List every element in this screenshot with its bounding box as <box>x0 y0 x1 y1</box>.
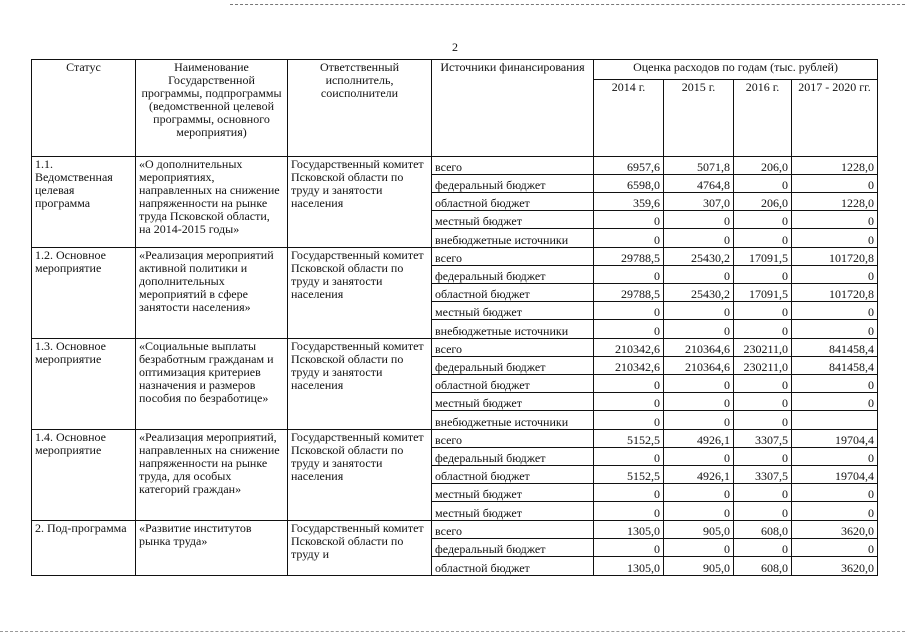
amount-cell: 210342,6 <box>594 357 663 375</box>
source-label: областной бюджет <box>432 375 593 393</box>
amount-cell: 1228,0 <box>792 157 877 175</box>
row-responsible: Государственный комитет Псковской области по труду и занятости населения <box>288 248 432 339</box>
amount-cell: 0 <box>594 266 663 284</box>
source-label: всего <box>432 430 593 448</box>
source-label: внебюджетные источники <box>435 415 569 429</box>
amount-cell: 0 <box>792 211 877 229</box>
amount-cell: 841458,4 <box>792 339 877 357</box>
amount-cell: 25430,2 <box>664 284 733 302</box>
row-name: «Реализация мероприятий активной политики и дополнительных мероприятий в сфере занятости населения» <box>136 248 288 339</box>
source-label: федеральный бюджет <box>432 357 593 375</box>
amount-cell: 6598,0 <box>594 175 663 193</box>
amount-cell: 0 <box>792 448 877 466</box>
table-row <box>32 521 878 576</box>
row-status: 1.3. Основное мероприятие <box>32 339 136 430</box>
amount-cell: 905,0 <box>703 561 730 575</box>
source-label: областной бюджет <box>432 466 593 484</box>
header-year-2015: 2015 г. <box>664 80 734 157</box>
amount-cell: 4926,1 <box>664 466 733 484</box>
amount-cell: 0 <box>734 175 791 193</box>
amount-cell: 0 <box>594 393 663 411</box>
amount-cell: 230211,0 <box>734 357 791 375</box>
amount-cell: 3620,0 <box>792 521 877 539</box>
row-status: 1.2. Основное мероприятие <box>32 248 136 339</box>
amount-cell: 4926,1 <box>664 430 733 448</box>
amount-cell: 19704,4 <box>792 430 877 448</box>
source-label: всего <box>432 521 593 539</box>
amount-cell: 19704,4 <box>792 466 877 484</box>
year-values <box>664 430 734 521</box>
year-values <box>792 157 878 248</box>
header-year-2017-2020: 2017 - 2020 гг. <box>792 80 878 157</box>
amount-cell: 359,6 <box>594 193 663 211</box>
amount-cell: 0 <box>664 266 733 284</box>
row-responsible: Государственный комитет Псковской области по труду и <box>288 521 432 576</box>
amount-cell: 841458,4 <box>792 357 877 375</box>
amount-cell: 1305,0 <box>627 561 660 575</box>
amount-cell: 905,0 <box>664 521 733 539</box>
amount-cell: 0 <box>792 266 877 284</box>
amount-cell: 5152,5 <box>594 466 663 484</box>
source-label: федеральный бюджет <box>432 266 593 284</box>
row-responsible: Государственный комитет Псковской области по труду и занятости населения <box>288 339 432 430</box>
amount-cell: 3307,5 <box>734 430 791 448</box>
source-label: местный бюджет <box>432 211 593 229</box>
amount-cell: 230211,0 <box>734 339 791 357</box>
row-sources <box>432 430 594 521</box>
year-values <box>734 339 792 430</box>
header-responsible: Ответственный исполнитель, соисполнители <box>288 60 432 157</box>
amount-cell: 0 <box>868 324 875 338</box>
source-label: внебюджетные источники <box>435 324 569 338</box>
amount-cell: 29788,5 <box>594 248 663 266</box>
amount-cell: 0 <box>664 211 733 229</box>
row-sources <box>432 339 594 430</box>
amount-cell: 0 <box>792 539 877 557</box>
amount-cell: 206,0 <box>734 193 791 211</box>
amount-cell: 0 <box>724 324 730 338</box>
amount-cell: 5152,5 <box>594 430 663 448</box>
amount-cell: 101720,8 <box>792 284 877 302</box>
amount-cell: 0 <box>792 302 877 320</box>
amount-cell: 0 <box>734 448 791 466</box>
year-values <box>594 157 664 248</box>
amount-cell: 6957,6 <box>594 157 663 175</box>
row-name: «Развитие институтов рынка труда» <box>136 521 288 576</box>
source-label: областной бюджет <box>432 193 593 211</box>
year-values <box>664 157 734 248</box>
row-status: 2. Под-программа <box>32 521 136 576</box>
source-label: всего <box>432 248 593 266</box>
source-label: федеральный бюджет <box>432 539 593 557</box>
top-scan-line <box>230 4 905 6</box>
amount-cell: 0 <box>792 484 877 502</box>
amount-cell: 0 <box>654 233 660 247</box>
year-values <box>664 339 734 430</box>
year-values <box>792 339 878 430</box>
header-estimate: Оценка расходов по годам (тыс. рублей) <box>594 60 878 80</box>
amount-cell: 0 <box>868 233 875 247</box>
amount-cell: 0 <box>734 302 791 320</box>
amount-cell: 0 <box>724 233 730 247</box>
source-label: местный бюджет <box>432 302 593 320</box>
year-values <box>792 521 878 576</box>
amount-cell: 0 <box>734 375 791 393</box>
amount-cell: 608,0 <box>761 561 788 575</box>
amount-cell: 608,0 <box>734 521 791 539</box>
source-label: местный бюджет <box>432 484 593 502</box>
source-label: всего <box>432 157 593 175</box>
amount-cell: 3620,0 <box>841 561 875 575</box>
amount-cell: 0 <box>782 506 788 520</box>
amount-cell: 210364,6 <box>664 339 733 357</box>
amount-cell: 0 <box>664 484 733 502</box>
amount-cell: 0 <box>792 175 877 193</box>
amount-cell: 3307,5 <box>734 466 791 484</box>
amount-cell: 0 <box>664 393 733 411</box>
row-responsible: Государственный комитет Псковской области по труду и занятости населения <box>288 430 432 521</box>
row-sources <box>432 248 594 339</box>
table-row <box>32 248 878 339</box>
bottom-scan-line <box>0 631 905 633</box>
amount-cell: 0 <box>782 324 788 338</box>
source-label: федеральный бюджет <box>432 448 593 466</box>
amount-cell: 17091,5 <box>734 284 791 302</box>
amount-cell: 0 <box>654 506 660 520</box>
amount-cell: 210342,6 <box>594 339 663 357</box>
header-year-2014: 2014 г. <box>594 80 664 157</box>
amount-cell: 17091,5 <box>734 248 791 266</box>
source-label: местный бюджет <box>432 393 593 411</box>
source-label: внебюджетные источники <box>435 233 569 247</box>
amount-cell: 0 <box>654 415 660 429</box>
amount-cell: 0 <box>594 375 663 393</box>
amount-cell: 206,0 <box>734 157 791 175</box>
amount-cell: 1305,0 <box>594 521 663 539</box>
amount-cell: 4764,8 <box>664 175 733 193</box>
source-label: областной бюджет <box>432 284 593 302</box>
amount-cell: 0 <box>734 266 791 284</box>
year-values <box>734 157 792 248</box>
row-name: «Реализация мероприятий, направленных на снижение напряженности на рынке труда, для особых категорий граждан» <box>136 430 288 521</box>
amount-cell: 0 <box>664 448 733 466</box>
year-values <box>594 521 664 576</box>
amount-cell: 101720,8 <box>792 248 877 266</box>
row-sources <box>432 521 594 576</box>
budget-table <box>31 59 878 576</box>
amount-cell: 0 <box>724 506 730 520</box>
amount-cell: 0 <box>734 393 791 411</box>
page-number: 2 <box>452 40 458 54</box>
amount-cell: 0 <box>734 484 791 502</box>
year-values <box>792 430 878 521</box>
amount-cell <box>792 411 877 429</box>
amount-cell: 0 <box>782 233 788 247</box>
source-label: местный бюджет <box>435 506 522 520</box>
amount-cell: 0 <box>868 506 875 520</box>
table-row <box>32 157 878 248</box>
amount-cell: 0 <box>594 539 663 557</box>
amount-cell: 0 <box>792 393 877 411</box>
amount-cell: 0 <box>654 324 660 338</box>
row-status: 1.1. Ведомственная целевая программа <box>32 157 136 248</box>
year-values <box>792 248 878 339</box>
table-row <box>32 339 878 430</box>
amount-cell: 0 <box>594 484 663 502</box>
year-values <box>734 430 792 521</box>
header-status: Статус <box>32 60 136 157</box>
amount-cell: 1228,0 <box>792 193 877 211</box>
amount-cell: 0 <box>792 375 877 393</box>
row-sources <box>432 157 594 248</box>
amount-cell: 210364,6 <box>664 357 733 375</box>
source-label: федеральный бюджет <box>432 175 593 193</box>
year-values <box>664 248 734 339</box>
amount-cell: 0 <box>664 375 733 393</box>
header-sources: Источники финансирования <box>432 60 594 157</box>
table-row <box>32 430 878 521</box>
row-responsible: Государственный комитет Псковской области по труду и занятости населения <box>288 157 432 248</box>
amount-cell: 5071,8 <box>664 157 733 175</box>
amount-cell: 0 <box>664 302 733 320</box>
amount-cell: 25430,2 <box>664 248 733 266</box>
source-label: всего <box>432 339 593 357</box>
year-values <box>734 521 792 576</box>
row-name: «Социальные выплаты безработным гражданам и оптимизация критериев назначения и размеров пособия по безработице» <box>136 339 288 430</box>
row-name: «О дополнительных мероприятиях, направленных на снижение напряженности на рынке труда Псковской области, на 2014-2015 годы» <box>136 157 288 248</box>
year-values <box>594 339 664 430</box>
amount-cell: 0 <box>594 448 663 466</box>
year-values <box>594 248 664 339</box>
source-label: областной бюджет <box>435 561 530 575</box>
header-year-2016: 2016 г. <box>734 80 792 157</box>
row-status: 1.4. Основное мероприятие <box>32 430 136 521</box>
header-name: Наименование Государственной программы, подпрограммы (ведомственной целевой программы, основного мероприятия) <box>136 60 288 157</box>
year-values <box>594 430 664 521</box>
amount-cell: 0 <box>594 302 663 320</box>
amount-cell: 0 <box>734 539 791 557</box>
amount-cell: 0 <box>594 211 663 229</box>
amount-cell: 0 <box>664 539 733 557</box>
amount-cell: 0 <box>734 211 791 229</box>
amount-cell: 0 <box>782 415 788 429</box>
year-values <box>664 521 734 576</box>
year-values <box>734 248 792 339</box>
amount-cell: 29788,5 <box>594 284 663 302</box>
amount-cell: 307,0 <box>664 193 733 211</box>
amount-cell: 0 <box>724 415 730 429</box>
